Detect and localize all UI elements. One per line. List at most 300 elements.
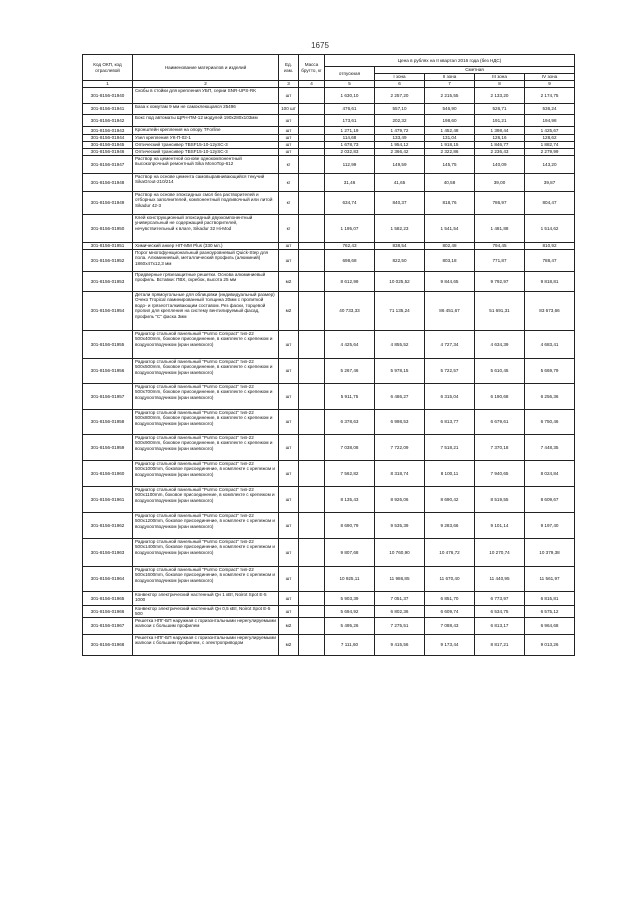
- item-code: 301-8156-01949: [83, 192, 133, 215]
- item-name: Решетка НПГ-БП наружная с горизонтальными нерегулируемыми жалюзи с большим профилем, с электроприводом: [133, 635, 279, 656]
- item-mass: [299, 487, 325, 513]
- price-otpusknaya: 1 271,19: [325, 127, 375, 135]
- table-row: [83, 174, 575, 192]
- item-code: 301-8156-01950: [83, 215, 133, 243]
- price-zone-3: 9 792,97: [475, 272, 525, 292]
- price-zone-2: 8 690,42: [425, 487, 475, 513]
- price-otpusknaya: 5 903,39: [325, 592, 375, 606]
- price-zone-1: 9 535,39: [375, 513, 425, 539]
- table-row: [83, 250, 575, 272]
- price-zone-2: 6 609,74: [425, 606, 475, 618]
- item-unit: шт: [279, 149, 299, 156]
- item-name: Конвектор электрический настенный Qн 0,5 кВт, Noirot Spot E-5 500: [133, 606, 279, 618]
- price-zone-2: 7 088,43: [425, 618, 475, 635]
- column-number-row: [83, 81, 575, 88]
- table-row: [83, 539, 575, 567]
- item-mass: [299, 331, 325, 359]
- header-name: Наименование материалов и изделий: [133, 55, 279, 81]
- item-unit: шт: [279, 592, 299, 606]
- table-row: [83, 135, 575, 142]
- price-otpusknaya: 10 925,11: [325, 567, 375, 592]
- price-zone-1: 838,54: [375, 243, 425, 250]
- item-name: Кронштейн крепления на опору TForline: [133, 127, 279, 135]
- item-unit: кг: [279, 156, 299, 174]
- price-otpusknaya: 1 678,73: [325, 142, 375, 149]
- column-number: 1: [83, 81, 133, 88]
- price-zone-1: 41,65: [375, 174, 425, 192]
- item-name: Конвектор электрический настенный Qн 1 кВт, Noirot Spot E-5 1000: [133, 592, 279, 606]
- item-name: Радиатор стальной панельный "Purmo Compact" тип-22 500х700mm, боковое присоединение, в комплекте с крепежом и воздухоотводчиком (кран маевского): [133, 384, 279, 410]
- item-unit: м2: [279, 292, 299, 331]
- item-code: 301-8156-01962: [83, 513, 133, 539]
- price-zone-4: 11 561,97: [525, 567, 575, 592]
- price-zone-3: 526,71: [475, 104, 525, 115]
- price-otpusknaya: 5 911,75: [325, 384, 375, 410]
- price-otpusknaya: 8 690,79: [325, 513, 375, 539]
- price-zone-4: 536,24: [525, 104, 575, 115]
- price-zone-2: 131,04: [425, 135, 475, 142]
- price-zone-2: 7 518,21: [425, 435, 475, 461]
- item-unit: шт: [279, 142, 299, 149]
- item-mass: [299, 567, 325, 592]
- item-mass: [299, 174, 325, 192]
- price-otpusknaya: 7 562,82: [325, 461, 375, 487]
- item-mass: [299, 592, 325, 606]
- price-zone-3: 7 370,18: [475, 435, 525, 461]
- item-mass: [299, 513, 325, 539]
- item-name: Радиатор стальной панельный "Purmo Compact" тип-22 500х1100mm, боковое присоединение, в комплекте с крепежом и воздухоотводчиком (кран маевского): [133, 487, 279, 513]
- price-zone-1: 557,10: [375, 104, 425, 115]
- item-code: 301-8156-01963: [83, 539, 133, 567]
- table-row: [83, 292, 575, 331]
- price-zone-1: 8 318,74: [375, 461, 425, 487]
- item-code: 301-8156-01958: [83, 410, 133, 435]
- item-name: Радиатор стальной панельный "Purmo Compact" тип-22 500х1600mm, боковое присоединение, в комплекте с крепежом и воздухоотводчиком (кран маевского): [133, 567, 279, 592]
- price-zone-3: 771,87: [475, 250, 525, 272]
- header-unit: Ед. изм.: [279, 55, 299, 81]
- table-row: [83, 618, 575, 635]
- item-mass: [299, 359, 325, 384]
- price-zone-1: 71 135,24: [375, 292, 425, 331]
- item-unit: шт: [279, 435, 299, 461]
- item-code: 301-8156-01953: [83, 272, 133, 292]
- price-zone-3: 10 270,74: [475, 539, 525, 567]
- price-zone-1: 7 275,51: [375, 618, 425, 635]
- price-zone-2: 9 844,65: [425, 272, 475, 292]
- item-unit: шт: [279, 606, 299, 618]
- item-code: 301-8156-01947: [83, 156, 133, 174]
- table-row: [83, 435, 575, 461]
- item-name: База к хомутам 9 мм не самоклеющаяся 25496: [133, 104, 279, 115]
- price-zone-4: 143,20: [525, 156, 575, 174]
- item-mass: [299, 127, 325, 135]
- table-row: [83, 635, 575, 656]
- item-unit: шт: [279, 359, 299, 384]
- price-zone-2: 10 476,72: [425, 539, 475, 567]
- price-zone-4: 2 174,75: [525, 88, 575, 104]
- price-zone-3: 140,09: [475, 156, 525, 174]
- price-zone-1: 11 986,85: [375, 567, 425, 592]
- item-name: Радиатор стальной панельный "Purmo Compact" тип-22 500х500mm, боковое присоединение, в комплекте с крепежом и воздухоотводчиком (кран маевского): [133, 359, 279, 384]
- price-zone-3: 786,97: [475, 192, 525, 215]
- price-zone-4: 9 197,40: [525, 513, 575, 539]
- item-unit: шт: [279, 250, 299, 272]
- item-unit: шт: [279, 384, 299, 410]
- item-code: 301-8156-01968: [83, 635, 133, 656]
- price-zone-4: 194,98: [525, 115, 575, 127]
- price-zone-2: 2 215,55: [425, 88, 475, 104]
- item-code: 301-8156-01956: [83, 359, 133, 384]
- price-zone-3: 1 846,77: [475, 142, 525, 149]
- item-unit: кг: [279, 192, 299, 215]
- header-code: Код ОКП, код отраслевой: [83, 55, 133, 81]
- item-code: 301-8156-01946: [83, 149, 133, 156]
- price-zone-4: 6 964,68: [525, 618, 575, 635]
- price-zone-3: 7 940,65: [475, 461, 525, 487]
- price-zone-4: 8 024,84: [525, 461, 575, 487]
- price-zone-3: 6 190,68: [475, 384, 525, 410]
- item-unit: шт: [279, 487, 299, 513]
- item-unit: шт: [279, 135, 299, 142]
- item-code: 301-8156-01960: [83, 461, 133, 487]
- item-unit: шт: [279, 331, 299, 359]
- price-zone-2: 11 670,40: [425, 567, 475, 592]
- item-code: 301-8156-01965: [83, 592, 133, 606]
- item-unit: м2: [279, 618, 299, 635]
- price-otpusknaya: 31,46: [325, 174, 375, 192]
- table-row: [83, 215, 575, 243]
- price-zone-1: 5 978,15: [375, 359, 425, 384]
- item-name: Клей конструкционный эпоксидный двухкомпонентный универсальный не содержащий растворителей, нечувствительный к влаге, Sikadur 32 Hi-Mod: [133, 215, 279, 243]
- price-zone-3: 51 691,31: [475, 292, 525, 331]
- table-row: [83, 115, 575, 127]
- item-mass: [299, 142, 325, 149]
- price-otpusknaya: 8 612,99: [325, 272, 375, 292]
- price-zone-1: 8 926,06: [375, 487, 425, 513]
- item-name: Бокс под автоматы ЩРН-ПМ-12 модулей 190х280х103мм: [133, 115, 279, 127]
- item-mass: [299, 104, 325, 115]
- price-zone-2: 802,48: [425, 243, 475, 250]
- item-code: 301-8156-01959: [83, 435, 133, 461]
- price-zone-1: 7 051,37: [375, 592, 425, 606]
- price-zone-4: 128,62: [525, 135, 575, 142]
- item-name: Радиатор стальной панельный "Purmo Compact" тип-22 500х1200mm, боковое присоединение, в комплекте с крепежом и воздухоотводчиком (кран маевского): [133, 513, 279, 539]
- item-unit: шт: [279, 88, 299, 104]
- table-row: [83, 88, 575, 104]
- item-unit: шт: [279, 115, 299, 127]
- item-unit: шт: [279, 461, 299, 487]
- item-unit: м2: [279, 635, 299, 656]
- item-mass: [299, 410, 325, 435]
- price-zone-3: 5 610,45: [475, 359, 525, 384]
- price-otpusknaya: 476,61: [325, 104, 375, 115]
- price-otpusknaya: 7 038,08: [325, 435, 375, 461]
- price-zone-2: 9 173,44: [425, 635, 475, 656]
- item-mass: [299, 115, 325, 127]
- table-row: [83, 192, 575, 215]
- price-zone-2: 1 541,54: [425, 215, 475, 243]
- item-name: Решетка НПГ-БП наружная с горизонтальными нерегулируемыми жалюзи с большим профилем: [133, 618, 279, 635]
- price-otpusknaya: 762,43: [325, 243, 375, 250]
- item-code: 301-8156-01955: [83, 331, 133, 359]
- item-name: Раствор на цементной основе однокомпонентный высокопрочный ремонтный Sika MonoTop-612: [133, 156, 279, 174]
- header-zone-4: IV зона: [525, 74, 575, 81]
- price-otpusknaya: 9 807,68: [325, 539, 375, 567]
- item-mass: [299, 192, 325, 215]
- item-name: Порог многофункциональный разноуровневый Quick-Step для пола. Алюминиевый, металлический профиль (алюминий) 1860х47х12,3 мм: [133, 250, 279, 272]
- price-zone-3: 4 634,39: [475, 331, 525, 359]
- price-zone-2: 546,90: [425, 104, 475, 115]
- price-zone-1: 6 998,53: [375, 410, 425, 435]
- price-zone-1: 1 954,12: [375, 142, 425, 149]
- price-zone-2: 40,58: [425, 174, 475, 192]
- item-name: Раствор на основе цемента самовыравнивающийся текучий SikaGrout-210/214: [133, 174, 279, 192]
- item-unit: кг: [279, 174, 299, 192]
- table-row: [83, 359, 575, 384]
- item-name: Узел крепления УК-П-02-1: [133, 135, 279, 142]
- header-smetnaya: Сметная: [375, 67, 575, 74]
- item-unit: шт: [279, 127, 299, 135]
- item-unit: шт: [279, 539, 299, 567]
- price-zone-1: 6 802,36: [375, 606, 425, 618]
- item-unit: шт: [279, 410, 299, 435]
- item-name: Радиатор стальной панельный "Purmo Compact" тип-22 500х1000mm, боковое присоединение, в комплекте с крепежом и воздухоотводчиком (кран маевского): [133, 461, 279, 487]
- item-name: Оптический трансивер TBSF15-10-12ySC-3: [133, 149, 279, 156]
- item-mass: [299, 135, 325, 142]
- table-row: [83, 243, 575, 250]
- table-row: [83, 461, 575, 487]
- price-zone-3: 9 101,14: [475, 513, 525, 539]
- item-name: Придверные грязезащитные решетки. Основа алюминиевый профиль. Вставки: ПВХ, скребок, высота 25 мм: [133, 272, 279, 292]
- table-row: [83, 104, 575, 115]
- price-zone-4: 6 750,46: [525, 410, 575, 435]
- header-otpusknaya: отпускная: [325, 67, 375, 81]
- column-number: 3: [279, 81, 299, 88]
- price-table: [82, 54, 575, 656]
- price-zone-4: 1 425,67: [525, 127, 575, 135]
- header-zone-1: I зона: [375, 74, 425, 81]
- price-zone-1: 202,32: [375, 115, 425, 127]
- price-zone-2: 145,75: [425, 156, 475, 174]
- price-zone-2: 8 100,11: [425, 461, 475, 487]
- header-price-group: Цена в рублях на II квартал 2016 года (без НДС): [325, 55, 575, 67]
- item-mass: [299, 292, 325, 331]
- item-mass: [299, 88, 325, 104]
- price-zone-1: 9 415,56: [375, 635, 425, 656]
- item-mass: [299, 250, 325, 272]
- table-row: [83, 272, 575, 292]
- column-number: 5: [325, 81, 375, 88]
- price-zone-2: 2 322,86: [425, 149, 475, 156]
- price-otpusknaya: 7 111,60: [325, 635, 375, 656]
- item-code: 301-8156-01957: [83, 384, 133, 410]
- price-zone-4: 6 815,81: [525, 592, 575, 606]
- price-zone-3: 6 773,97: [475, 592, 525, 606]
- column-number: 6: [375, 81, 425, 88]
- header-zone-2: II зона: [425, 74, 475, 81]
- item-mass: [299, 461, 325, 487]
- column-number: 9: [525, 81, 575, 88]
- price-zone-3: 191,21: [475, 115, 525, 127]
- price-zone-4: 39,87: [525, 174, 575, 192]
- item-code: 301-8156-01942: [83, 115, 133, 127]
- price-zone-4: 1 514,62: [525, 215, 575, 243]
- price-zone-1: 133,49: [375, 135, 425, 142]
- price-zone-4: 5 669,79: [525, 359, 575, 384]
- table-row: [83, 149, 575, 156]
- price-zone-4: 4 683,41: [525, 331, 575, 359]
- price-zone-4: 1 882,74: [525, 142, 575, 149]
- price-zone-1: 10 760,90: [375, 539, 425, 567]
- price-zone-2: 1 452,48: [425, 127, 475, 135]
- price-zone-2: 9 283,66: [425, 513, 475, 539]
- item-unit: шт: [279, 243, 299, 250]
- item-code: 301-8156-01961: [83, 487, 133, 513]
- price-otpusknaya: 634,74: [325, 192, 375, 215]
- price-zone-4: 8 609,67: [525, 487, 575, 513]
- item-code: 301-8156-01943: [83, 127, 133, 135]
- price-otpusknaya: 4 425,64: [325, 331, 375, 359]
- price-zone-2: 803,18: [425, 250, 475, 272]
- price-zone-3: 2 236,43: [475, 149, 525, 156]
- price-otpusknaya: 2 032,83: [325, 149, 375, 156]
- item-mass: [299, 618, 325, 635]
- price-zone-2: 6 851,70: [425, 592, 475, 606]
- price-zone-2: 6 315,04: [425, 384, 475, 410]
- price-zone-3: 1 481,88: [475, 215, 525, 243]
- column-number: 8: [475, 81, 525, 88]
- table-row: [83, 127, 575, 135]
- table-row: [83, 487, 575, 513]
- price-zone-1: 1 479,72: [375, 127, 425, 135]
- price-zone-1: 2 366,42: [375, 149, 425, 156]
- item-mass: [299, 435, 325, 461]
- price-zone-1: 149,59: [375, 156, 425, 174]
- item-mass: [299, 272, 325, 292]
- item-name: Радиатор стальной панельный "Purmo Compact" тип-22 500х400mm, боковое присоединение, в комплекте с крепежом и воздухоотводчиком (кран маевского): [133, 331, 279, 359]
- table-row: [83, 410, 575, 435]
- price-zone-4: 6 256,36: [525, 384, 575, 410]
- item-code: 301-8156-01967: [83, 618, 133, 635]
- price-otpusknaya: 5 267,46: [325, 359, 375, 384]
- item-unit: шт: [279, 567, 299, 592]
- item-code: 301-8156-01948: [83, 174, 133, 192]
- price-otpusknaya: 6 378,63: [325, 410, 375, 435]
- price-otpusknaya: 5 495,26: [325, 618, 375, 635]
- item-code: 301-8156-01941: [83, 104, 133, 115]
- table-row: [83, 592, 575, 606]
- price-zone-4: 9 013,26: [525, 635, 575, 656]
- item-code: 301-8156-01951: [83, 243, 133, 250]
- table-row: [83, 331, 575, 359]
- item-mass: [299, 606, 325, 618]
- item-code: 301-8156-01954: [83, 292, 133, 331]
- price-zone-3: 1 398,44: [475, 127, 525, 135]
- price-zone-1: 4 855,52: [375, 331, 425, 359]
- item-name: Радиатор стальной панельный "Purmo Compact" тип-22 500х900mm, боковое присоединение, в комплекте с крепежом и воздухоотводчиком (кран маевского): [133, 435, 279, 461]
- price-otpusknaya: 5 694,92: [325, 606, 375, 618]
- price-otpusknaya: 1 630,10: [325, 88, 375, 104]
- item-name: Скобы в стойки для крепления УБП, серии SNR-UPS-RK: [133, 88, 279, 104]
- price-zone-4: 804,47: [525, 192, 575, 215]
- price-otpusknaya: 698,68: [325, 250, 375, 272]
- column-number: 7: [425, 81, 475, 88]
- price-zone-2: 86 451,67: [425, 292, 475, 331]
- item-name: Химический анкер HIT-MM Plus (330 мл.): [133, 243, 279, 250]
- price-zone-2: 6 813,77: [425, 410, 475, 435]
- item-name: Радиатор стальной панельный "Purmo Compact" тип-22 500х800mm, боковое присоединение, в комплекте с крепежом и воздухоотводчиком (кран маевского): [133, 410, 279, 435]
- item-name: Раствор на основе эпоксидных смол без растворителей и отборных заполнителей, компонентный подливочный или литой Sikadur 42-3: [133, 192, 279, 215]
- item-mass: [299, 635, 325, 656]
- item-mass: [299, 149, 325, 156]
- item-mass: [299, 243, 325, 250]
- item-code: 301-8156-01964: [83, 567, 133, 592]
- column-number: 4: [299, 81, 325, 88]
- price-zone-2: 818,76: [425, 192, 475, 215]
- item-code: 301-8156-01940: [83, 88, 133, 104]
- column-number: 2: [133, 81, 279, 88]
- price-zone-3: 794,45: [475, 243, 525, 250]
- table-row: [83, 606, 575, 618]
- header-zone-3: III зона: [475, 74, 525, 81]
- price-zone-1: 10 025,52: [375, 272, 425, 292]
- table-row: [83, 567, 575, 592]
- price-zone-4: 9 818,81: [525, 272, 575, 292]
- table-row: [83, 156, 575, 174]
- header-mass: Масса брутто, кг: [299, 55, 325, 81]
- item-code: 301-8156-01952: [83, 250, 133, 272]
- price-zone-1: 6 486,27: [375, 384, 425, 410]
- price-zone-1: 840,37: [375, 192, 425, 215]
- price-otpusknaya: 112,99: [325, 156, 375, 174]
- item-unit: шт: [279, 513, 299, 539]
- price-zone-2: 198,60: [425, 115, 475, 127]
- price-zone-2: 1 918,15: [425, 142, 475, 149]
- item-code: 301-8156-01944: [83, 135, 133, 142]
- item-name: Оптический трансивер TBSF15-10-12ySC-3: [133, 142, 279, 149]
- price-zone-3: 2 133,20: [475, 88, 525, 104]
- price-zone-2: 4 727,34: [425, 331, 475, 359]
- price-table-body: [83, 88, 575, 656]
- item-unit: м2: [279, 272, 299, 292]
- price-zone-4: 2 279,99: [525, 149, 575, 156]
- price-zone-3: 6 813,17: [475, 618, 525, 635]
- price-otpusknaya: 114,68: [325, 135, 375, 142]
- price-zone-2: 5 722,57: [425, 359, 475, 384]
- item-mass: [299, 215, 325, 243]
- item-code: 301-8156-01945: [83, 142, 133, 149]
- table-row: [83, 384, 575, 410]
- price-zone-3: 8 519,55: [475, 487, 525, 513]
- price-zone-3: 126,16: [475, 135, 525, 142]
- table-row: [83, 142, 575, 149]
- item-name: Радиатор стальной панельный "Purmo Compact" тип-22 500х1400mm, боковое присоединение, в комплекте с крепежом и воздухоотводчиком (кран маевского): [133, 539, 279, 567]
- price-zone-1: 1 582,23: [375, 215, 425, 243]
- price-otpusknaya: 173,61: [325, 115, 375, 127]
- item-code: 301-8156-01966: [83, 606, 133, 618]
- price-zone-3: 39,00: [475, 174, 525, 192]
- item-mass: [299, 384, 325, 410]
- item-unit: 100 шт: [279, 104, 299, 115]
- item-mass: [299, 539, 325, 567]
- price-otpusknaya: 1 195,07: [325, 215, 375, 243]
- item-unit: кг: [279, 215, 299, 243]
- price-zone-3: 6 534,75: [475, 606, 525, 618]
- price-zone-3: 6 679,61: [475, 410, 525, 435]
- price-zone-4: 7 448,35: [525, 435, 575, 461]
- item-mass: [299, 156, 325, 174]
- price-zone-4: 10 379,38: [525, 539, 575, 567]
